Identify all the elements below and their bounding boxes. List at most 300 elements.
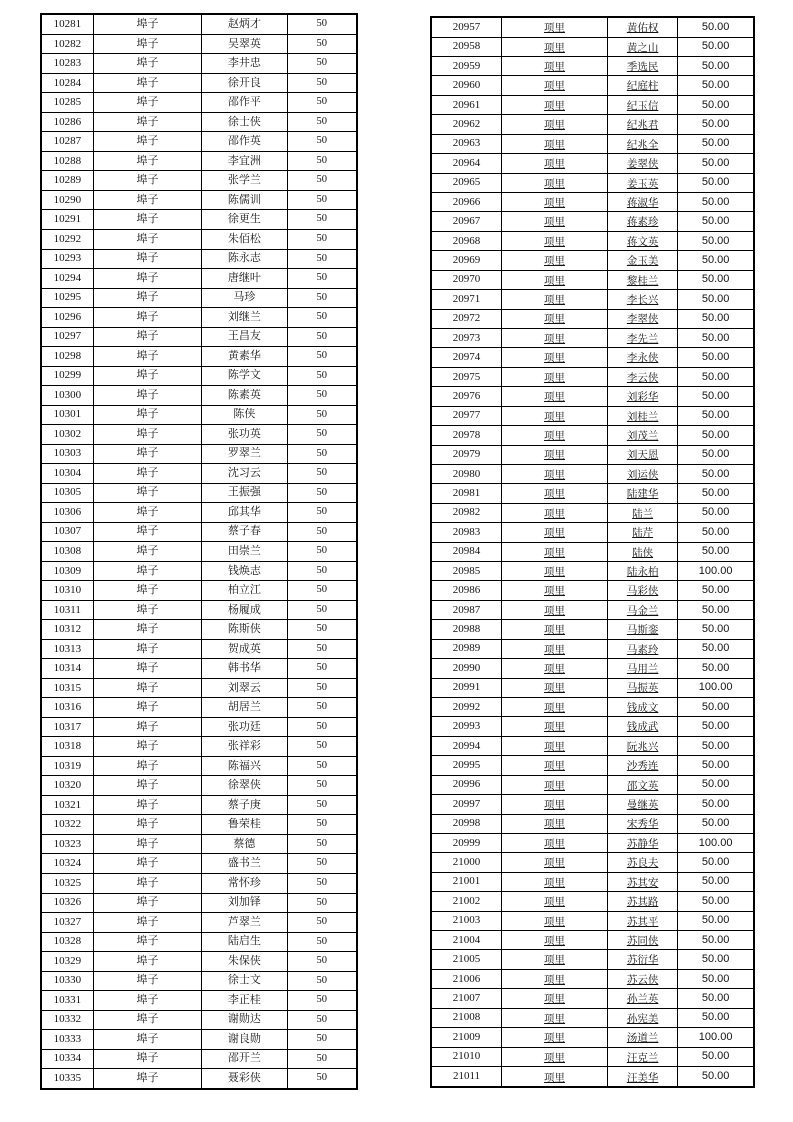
cell-town: 项里 (501, 503, 607, 522)
cell-amount: 50.00 (678, 931, 754, 950)
cell-serial-number: 10302 (41, 425, 93, 445)
cell-serial-number: 20975 (431, 367, 501, 386)
table-row (431, 1047, 754, 1066)
table-row (41, 971, 357, 991)
cell-town: 项里 (501, 309, 607, 328)
cell-name: 陈素英 (202, 386, 287, 406)
cell-town: 埠子 (93, 542, 202, 562)
table-row (431, 542, 754, 561)
cell-name: 马振英 (607, 678, 677, 697)
table-row (431, 76, 754, 95)
cell-name: 刘天恩 (607, 445, 677, 464)
cell-serial-number: 10329 (41, 952, 93, 972)
table-row (41, 229, 357, 249)
cell-town: 埠子 (93, 854, 202, 874)
cell-serial-number: 10283 (41, 54, 93, 74)
cell-serial-number: 10291 (41, 210, 93, 230)
cell-name: 李宜洲 (202, 151, 287, 171)
cell-serial-number: 20964 (431, 154, 501, 173)
cell-amount: 100.00 (678, 1028, 754, 1047)
cell-serial-number: 20999 (431, 833, 501, 852)
cell-name: 蒋素珍 (607, 212, 677, 231)
cell-town: 埠子 (93, 795, 202, 815)
cell-name: 苏静华 (607, 833, 677, 852)
table-row (41, 932, 357, 952)
table-row (41, 269, 357, 289)
cell-amount: 50 (287, 132, 357, 152)
table-row (41, 854, 357, 874)
table-row (431, 193, 754, 212)
cell-name: 刘茂兰 (607, 426, 677, 445)
cell-town: 埠子 (93, 1049, 202, 1069)
cell-amount: 50.00 (678, 95, 754, 114)
table-row (431, 736, 754, 755)
cell-amount: 50 (287, 229, 357, 249)
table-row (431, 328, 754, 347)
cell-amount: 50 (287, 522, 357, 542)
cell-amount: 50.00 (678, 134, 754, 153)
cell-amount: 50.00 (678, 659, 754, 678)
cell-town: 埠子 (93, 659, 202, 679)
roster-table-right-body (431, 17, 754, 1087)
cell-name: 姜玉英 (607, 173, 677, 192)
cell-serial-number: 20977 (431, 406, 501, 425)
cell-serial-number: 10293 (41, 249, 93, 269)
table-row (431, 678, 754, 697)
table-row (41, 991, 357, 1011)
cell-serial-number: 10290 (41, 190, 93, 210)
cell-town: 项里 (501, 367, 607, 386)
table-row (41, 561, 357, 581)
cell-name: 季选民 (607, 57, 677, 76)
cell-amount: 50.00 (678, 367, 754, 386)
cell-amount: 50 (287, 932, 357, 952)
cell-amount: 50 (287, 854, 357, 874)
cell-serial-number: 20967 (431, 212, 501, 231)
cell-serial-number: 21000 (431, 853, 501, 872)
cell-town: 埠子 (93, 991, 202, 1011)
cell-serial-number: 10313 (41, 639, 93, 659)
cell-town: 项里 (501, 387, 607, 406)
table-row (431, 1028, 754, 1047)
cell-town: 埠子 (93, 737, 202, 757)
cell-serial-number: 21007 (431, 989, 501, 1008)
cell-serial-number: 10332 (41, 1010, 93, 1030)
cell-name: 黄之山 (607, 37, 677, 56)
cell-amount: 50 (287, 600, 357, 620)
cell-serial-number: 10304 (41, 464, 93, 484)
cell-town: 项里 (501, 620, 607, 639)
cell-town: 埠子 (93, 581, 202, 601)
cell-serial-number: 20980 (431, 464, 501, 483)
cell-name: 谢良勋 (202, 1030, 287, 1050)
cell-serial-number: 20966 (431, 193, 501, 212)
cell-amount: 50.00 (678, 620, 754, 639)
cell-amount: 50 (287, 542, 357, 562)
cell-serial-number: 10294 (41, 269, 93, 289)
cell-name: 金玉美 (607, 251, 677, 270)
cell-name: 刘加铎 (202, 893, 287, 913)
table-row (431, 231, 754, 250)
cell-serial-number: 20996 (431, 775, 501, 794)
cell-serial-number: 10320 (41, 776, 93, 796)
cell-name: 张功廷 (202, 717, 287, 737)
cell-amount: 50.00 (678, 328, 754, 347)
cell-amount: 50 (287, 190, 357, 210)
cell-name: 钱焕志 (202, 561, 287, 581)
cell-name: 陆启生 (202, 932, 287, 952)
cell-town: 埠子 (93, 620, 202, 640)
cell-amount: 50.00 (678, 17, 754, 37)
cell-town: 项里 (501, 833, 607, 852)
cell-serial-number: 10288 (41, 151, 93, 171)
cell-name: 刘桂兰 (607, 406, 677, 425)
cell-name: 苏同侠 (607, 931, 677, 950)
cell-serial-number: 10289 (41, 171, 93, 191)
cell-name: 李长兴 (607, 290, 677, 309)
cell-town: 项里 (501, 1067, 607, 1088)
cell-name: 蔡子春 (202, 522, 287, 542)
cell-amount: 50.00 (678, 892, 754, 911)
cell-amount: 50 (287, 112, 357, 132)
table-row (41, 132, 357, 152)
cell-name: 唐继叶 (202, 269, 287, 289)
cell-serial-number: 10310 (41, 581, 93, 601)
cell-amount: 50.00 (678, 251, 754, 270)
cell-serial-number: 21008 (431, 1008, 501, 1027)
cell-name: 陈侠 (202, 405, 287, 425)
cell-town: 埠子 (93, 366, 202, 386)
cell-serial-number: 10311 (41, 600, 93, 620)
cell-serial-number: 10331 (41, 991, 93, 1011)
cell-serial-number: 20959 (431, 57, 501, 76)
cell-amount: 50 (287, 991, 357, 1011)
cell-town: 埠子 (93, 678, 202, 698)
table-row (431, 57, 754, 76)
cell-amount: 50 (287, 34, 357, 54)
table-row (431, 426, 754, 445)
table-row (41, 678, 357, 698)
cell-town: 项里 (501, 950, 607, 969)
cell-serial-number: 10315 (41, 678, 93, 698)
table-row (431, 911, 754, 930)
table-row (41, 815, 357, 835)
cell-town: 项里 (501, 193, 607, 212)
table-row (431, 367, 754, 386)
table-row (41, 249, 357, 269)
cell-name: 陆永柏 (607, 562, 677, 581)
table-row (431, 969, 754, 988)
cell-town: 埠子 (93, 1010, 202, 1030)
cell-amount: 50 (287, 464, 357, 484)
cell-amount: 50 (287, 639, 357, 659)
table-row (431, 523, 754, 542)
cell-amount: 50 (287, 327, 357, 347)
table-row (41, 444, 357, 464)
cell-amount: 50.00 (678, 1008, 754, 1027)
cell-town: 埠子 (93, 776, 202, 796)
cell-amount: 100.00 (678, 562, 754, 581)
cell-name: 孙兰英 (607, 989, 677, 1008)
cell-amount: 50.00 (678, 1047, 754, 1066)
cell-town: 项里 (501, 600, 607, 619)
cell-name: 钱成文 (607, 697, 677, 716)
cell-town: 项里 (501, 892, 607, 911)
table-row (41, 659, 357, 679)
cell-serial-number: 20976 (431, 387, 501, 406)
cell-name: 黄素华 (202, 347, 287, 367)
table-row (41, 756, 357, 776)
cell-name: 苏良夫 (607, 853, 677, 872)
cell-serial-number: 10301 (41, 405, 93, 425)
cell-town: 项里 (501, 173, 607, 192)
table-row (41, 327, 357, 347)
table-row (41, 893, 357, 913)
cell-name: 李正桂 (202, 991, 287, 1011)
table-row (431, 290, 754, 309)
cell-serial-number: 20971 (431, 290, 501, 309)
cell-town: 项里 (501, 464, 607, 483)
cell-town: 项里 (501, 697, 607, 716)
table-row (431, 348, 754, 367)
cell-amount: 50 (287, 73, 357, 93)
table-row (431, 697, 754, 716)
cell-serial-number: 20982 (431, 503, 501, 522)
table-row (431, 795, 754, 814)
cell-amount: 50 (287, 54, 357, 74)
cell-name: 李永侠 (607, 348, 677, 367)
cell-town: 项里 (501, 154, 607, 173)
cell-amount: 50 (287, 405, 357, 425)
cell-town: 埠子 (93, 112, 202, 132)
cell-name: 朱保侠 (202, 952, 287, 972)
table-row (41, 425, 357, 445)
cell-serial-number: 20983 (431, 523, 501, 542)
cell-town: 埠子 (93, 54, 202, 74)
cell-town: 埠子 (93, 600, 202, 620)
cell-name: 汪克兰 (607, 1047, 677, 1066)
cell-amount: 50.00 (678, 193, 754, 212)
table-row (41, 503, 357, 523)
table-row (431, 115, 754, 134)
cell-town: 埠子 (93, 249, 202, 269)
cell-town: 埠子 (93, 756, 202, 776)
cell-name: 苏云侠 (607, 969, 677, 988)
cell-town: 埠子 (93, 151, 202, 171)
cell-amount: 50.00 (678, 736, 754, 755)
cell-amount: 50 (287, 581, 357, 601)
cell-town: 埠子 (93, 405, 202, 425)
cell-town: 埠子 (93, 444, 202, 464)
cell-amount: 50 (287, 347, 357, 367)
table-row (41, 308, 357, 328)
cell-serial-number: 10309 (41, 561, 93, 581)
cell-amount: 50.00 (678, 348, 754, 367)
cell-name: 邵作平 (202, 93, 287, 113)
cell-serial-number: 10334 (41, 1049, 93, 1069)
cell-name: 胡居兰 (202, 698, 287, 718)
cell-town: 项里 (501, 872, 607, 891)
table-row (431, 717, 754, 736)
cell-town: 项里 (501, 426, 607, 445)
table-row (431, 872, 754, 891)
cell-town: 埠子 (93, 288, 202, 308)
cell-town: 埠子 (93, 483, 202, 503)
table-row (431, 600, 754, 619)
cell-name: 张学兰 (202, 171, 287, 191)
cell-amount: 50 (287, 717, 357, 737)
cell-town: 项里 (501, 95, 607, 114)
cell-town: 埠子 (93, 34, 202, 54)
cell-serial-number: 10287 (41, 132, 93, 152)
cell-name: 陆兰 (607, 503, 677, 522)
cell-amount: 50.00 (678, 37, 754, 56)
cell-serial-number: 10324 (41, 854, 93, 874)
cell-name: 朱佰松 (202, 229, 287, 249)
cell-town: 项里 (501, 931, 607, 950)
cell-town: 埠子 (93, 913, 202, 933)
cell-amount: 50 (287, 737, 357, 757)
cell-name: 钱成武 (607, 717, 677, 736)
cell-amount: 50.00 (678, 717, 754, 736)
cell-serial-number: 10292 (41, 229, 93, 249)
cell-amount: 50.00 (678, 464, 754, 483)
cell-town: 项里 (501, 542, 607, 561)
cell-serial-number: 20973 (431, 328, 501, 347)
cell-name: 蒋淑华 (607, 193, 677, 212)
table-row (41, 54, 357, 74)
cell-town: 埠子 (93, 522, 202, 542)
cell-amount: 50.00 (678, 406, 754, 425)
table-row (431, 1008, 754, 1027)
cell-amount: 50 (287, 620, 357, 640)
cell-town: 项里 (501, 76, 607, 95)
cell-serial-number: 20963 (431, 134, 501, 153)
cell-name: 沙秀连 (607, 756, 677, 775)
cell-town: 埠子 (93, 1069, 202, 1089)
cell-serial-number: 20991 (431, 678, 501, 697)
cell-name: 刘彩华 (607, 387, 677, 406)
table-row (41, 73, 357, 93)
cell-name: 田崇兰 (202, 542, 287, 562)
cell-amount: 50.00 (678, 911, 754, 930)
cell-town: 埠子 (93, 834, 202, 854)
cell-serial-number: 10306 (41, 503, 93, 523)
cell-serial-number: 20986 (431, 581, 501, 600)
cell-serial-number: 20961 (431, 95, 501, 114)
cell-amount: 50.00 (678, 600, 754, 619)
cell-serial-number: 21001 (431, 872, 501, 891)
cell-amount: 50 (287, 913, 357, 933)
table-row (431, 270, 754, 289)
cell-serial-number: 10312 (41, 620, 93, 640)
cell-town: 项里 (501, 969, 607, 988)
cell-town: 项里 (501, 134, 607, 153)
cell-serial-number: 10328 (41, 932, 93, 952)
table-row (431, 756, 754, 775)
cell-serial-number: 10333 (41, 1030, 93, 1050)
cell-serial-number: 10318 (41, 737, 93, 757)
cell-amount: 50.00 (678, 969, 754, 988)
cell-amount: 50 (287, 210, 357, 230)
table-row (431, 134, 754, 153)
cell-amount: 50 (287, 444, 357, 464)
cell-amount: 50 (287, 483, 357, 503)
cell-amount: 50.00 (678, 872, 754, 891)
cell-name: 徐翠侠 (202, 776, 287, 796)
cell-town: 埠子 (93, 190, 202, 210)
table-row (431, 484, 754, 503)
table-row (41, 581, 357, 601)
cell-amount: 50 (287, 893, 357, 913)
cell-amount: 50.00 (678, 775, 754, 794)
cell-name: 鲁荣桂 (202, 815, 287, 835)
cell-name: 苏其安 (607, 872, 677, 891)
cell-town: 项里 (501, 1008, 607, 1027)
table-row (431, 892, 754, 911)
cell-amount: 50.00 (678, 795, 754, 814)
cell-amount: 50 (287, 1069, 357, 1089)
cell-serial-number: 10319 (41, 756, 93, 776)
cell-amount: 50.00 (678, 76, 754, 95)
cell-serial-number: 10316 (41, 698, 93, 718)
cell-town: 项里 (501, 853, 607, 872)
cell-serial-number: 10295 (41, 288, 93, 308)
table-row (41, 620, 357, 640)
cell-name: 陈斯侠 (202, 620, 287, 640)
cell-name: 宋秀华 (607, 814, 677, 833)
cell-town: 埠子 (93, 932, 202, 952)
cell-name: 汪美华 (607, 1067, 677, 1088)
cell-amount: 50.00 (678, 154, 754, 173)
roster-table-right (430, 16, 755, 1088)
cell-amount: 50 (287, 952, 357, 972)
cell-amount: 50.00 (678, 950, 754, 969)
cell-name: 盛书兰 (202, 854, 287, 874)
cell-name: 马用兰 (607, 659, 677, 678)
cell-name: 沈习云 (202, 464, 287, 484)
table-row (41, 190, 357, 210)
cell-town: 项里 (501, 348, 607, 367)
cell-town: 埠子 (93, 210, 202, 230)
table-row (431, 620, 754, 639)
cell-name: 陈福兴 (202, 756, 287, 776)
cell-amount: 50.00 (678, 445, 754, 464)
cell-serial-number: 20969 (431, 251, 501, 270)
cell-town: 埠子 (93, 639, 202, 659)
cell-name: 柏立江 (202, 581, 287, 601)
table-row (431, 562, 754, 581)
cell-name: 徐士文 (202, 971, 287, 991)
cell-town: 埠子 (93, 347, 202, 367)
table-row (431, 17, 754, 37)
table-row (41, 483, 357, 503)
table-row (431, 1067, 754, 1088)
table-row (431, 833, 754, 852)
cell-serial-number: 20995 (431, 756, 501, 775)
cell-town: 项里 (501, 736, 607, 755)
cell-amount: 50 (287, 834, 357, 854)
table-row (41, 952, 357, 972)
cell-amount: 50 (287, 249, 357, 269)
cell-name: 纪玉信 (607, 95, 677, 114)
cell-amount: 50.00 (678, 173, 754, 192)
cell-serial-number: 10321 (41, 795, 93, 815)
cell-name: 邱其华 (202, 503, 287, 523)
cell-serial-number: 20970 (431, 270, 501, 289)
cell-name: 邵文英 (607, 775, 677, 794)
cell-serial-number: 20968 (431, 231, 501, 250)
